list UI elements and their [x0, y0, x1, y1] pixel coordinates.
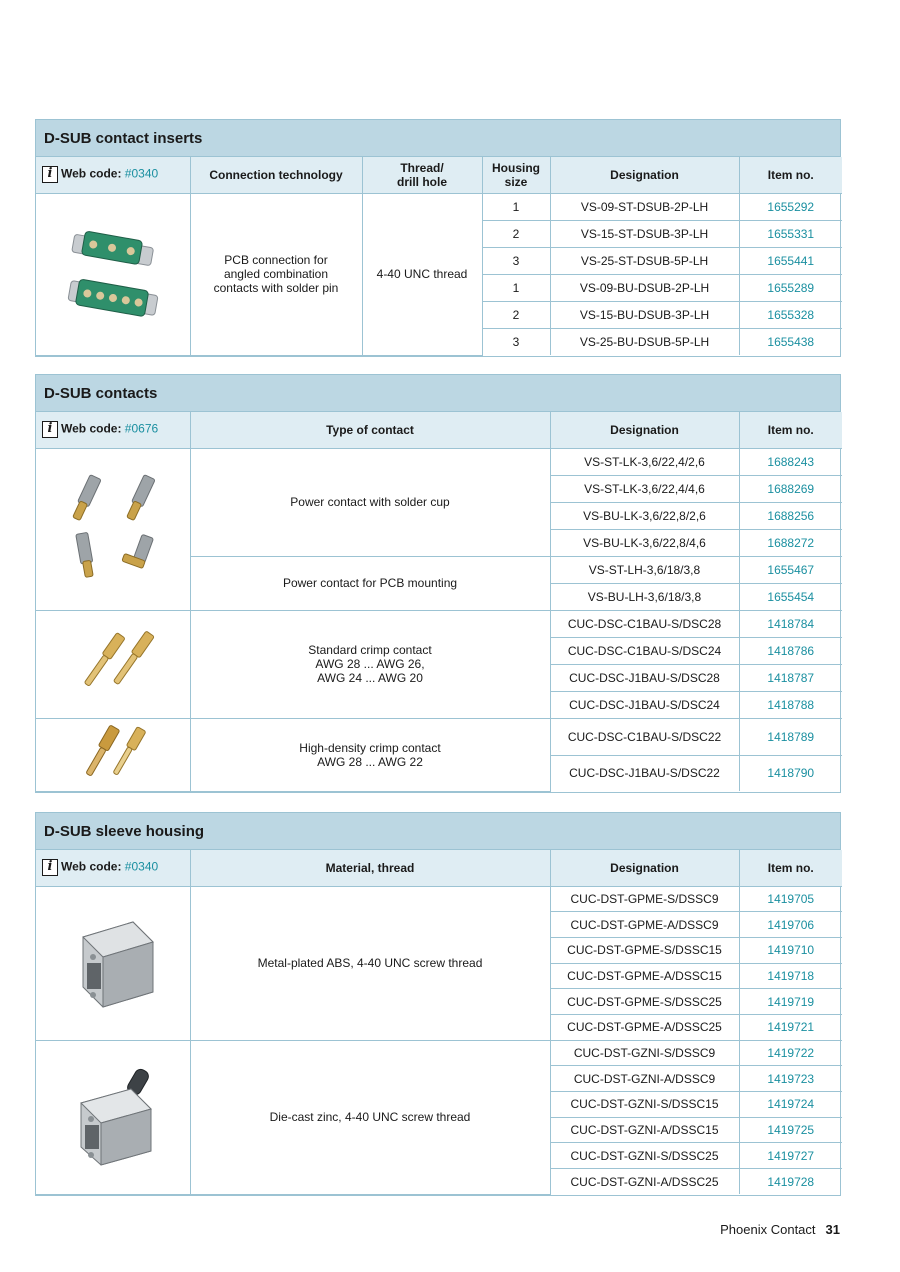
contact-type: Power contact for PCB mounting: [190, 556, 550, 610]
designation: CUC-DST-GPME-S/DSSC15: [550, 937, 739, 963]
item-no-link[interactable]: 1655328: [739, 301, 842, 328]
col-material-thread: Material, thread: [190, 850, 550, 886]
designation: VS-15-ST-DSUB-3P-LH: [550, 220, 739, 247]
product-image-abs-housing: [36, 886, 190, 1040]
housing-size: 1: [482, 274, 550, 301]
designation: VS-BU-LK-3,6/22,8/4,6: [550, 529, 739, 556]
item-no-link[interactable]: 1688243: [739, 448, 842, 475]
contact-type: Standard crimp contact AWG 28 ... AWG 26, AWG 24 ... AWG 20: [190, 610, 550, 718]
item-no-link[interactable]: 1418786: [739, 637, 842, 664]
dsub-insert-image: [43, 203, 183, 343]
web-code-link[interactable]: #0676: [124, 421, 159, 436]
product-image-zinc-housing: [36, 1040, 190, 1194]
web-code-cell: [36, 850, 190, 886]
designation: VS-ST-LK-3,6/22,4/2,6: [550, 448, 739, 475]
item-no-link[interactable]: 1688256: [739, 502, 842, 529]
item-no-link[interactable]: 1655454: [739, 583, 842, 610]
col-type-of-contact: Type of contact: [190, 412, 550, 448]
section-title: D-SUB contact inserts: [36, 120, 840, 157]
page-footer: [720, 1222, 840, 1237]
section-title: D-SUB sleeve housing: [36, 813, 840, 850]
designation: CUC-DSC-J1BAU-S/DSC22: [550, 755, 739, 791]
col-item-no: Item no.: [739, 412, 842, 448]
web-code-cell: [36, 157, 190, 193]
item-no-link[interactable]: 1688272: [739, 529, 842, 556]
abs-housing-image: [53, 897, 173, 1027]
designation: VS-BU-LK-3,6/22,8/2,6: [550, 502, 739, 529]
designation: CUC-DST-GZNI-A/DSSC25: [550, 1169, 739, 1195]
hd-crimp-image: [53, 720, 173, 786]
item-no-link[interactable]: 1655438: [739, 328, 842, 355]
col-designation: Designation: [550, 157, 739, 193]
web-code-label: Web code:: [61, 859, 122, 874]
col-designation: Designation: [550, 850, 739, 886]
contacts-table: [36, 412, 842, 792]
col-thread: Thread/ drill hole: [362, 157, 482, 193]
designation: VS-BU-LH-3,6/18/3,8: [550, 583, 739, 610]
product-image-standard-crimp: [36, 610, 190, 718]
product-image-power-contacts: [36, 448, 190, 610]
designation: CUC-DST-GZNI-S/DSSC15: [550, 1092, 739, 1118]
item-no-link[interactable]: 1419725: [739, 1117, 842, 1143]
designation: VS-25-ST-DSUB-5P-LH: [550, 247, 739, 274]
web-code-label: Web code:: [61, 421, 122, 436]
footer-brand: Phoenix Contact: [720, 1222, 816, 1237]
col-designation: Designation: [550, 412, 739, 448]
item-no-link[interactable]: 1419722: [739, 1040, 842, 1066]
designation: CUC-DST-GZNI-A/DSSC9: [550, 1066, 739, 1092]
item-no-link[interactable]: 1418789: [739, 718, 842, 755]
contact-type: High-density crimp contact AWG 28 ... AWG 22: [190, 718, 550, 791]
item-no-link[interactable]: 1419705: [739, 886, 842, 912]
housing-size: 2: [482, 301, 550, 328]
section-contacts: [35, 374, 841, 793]
page-number: 31: [825, 1222, 840, 1237]
designation: CUC-DST-GPME-A/DSSC9: [550, 912, 739, 938]
designation: CUC-DST-GPME-A/DSSC25: [550, 1014, 739, 1040]
item-no-link[interactable]: 1419723: [739, 1066, 842, 1092]
designation: CUC-DSC-J1BAU-S/DSC24: [550, 691, 739, 718]
item-no-link[interactable]: 1655467: [739, 556, 842, 583]
standard-crimp-image: [53, 618, 173, 708]
item-no-link[interactable]: 1419727: [739, 1143, 842, 1169]
housing-size: 2: [482, 220, 550, 247]
item-no-link[interactable]: 1419728: [739, 1169, 842, 1195]
designation: CUC-DST-GZNI-S/DSSC9: [550, 1040, 739, 1066]
info-icon: i: [42, 859, 58, 876]
designation: CUC-DSC-C1BAU-S/DSC24: [550, 637, 739, 664]
designation: VS-ST-LK-3,6/22,4/4,6: [550, 475, 739, 502]
product-image-hd-crimp: [36, 718, 190, 791]
item-no-link[interactable]: 1655441: [739, 247, 842, 274]
section-title: D-SUB contacts: [36, 375, 840, 412]
item-no-link[interactable]: 1655289: [739, 274, 842, 301]
web-code-link[interactable]: #0340: [124, 859, 159, 874]
web-code-cell: [36, 412, 190, 448]
item-no-link[interactable]: 1688269: [739, 475, 842, 502]
item-no-link[interactable]: 1419724: [739, 1092, 842, 1118]
web-code-link[interactable]: #0340: [124, 166, 159, 181]
designation: CUC-DST-GZNI-A/DSSC15: [550, 1117, 739, 1143]
item-no-link[interactable]: 1419706: [739, 912, 842, 938]
col-item-no: Item no.: [739, 157, 842, 193]
item-no-link[interactable]: 1418787: [739, 664, 842, 691]
item-no-link[interactable]: 1418784: [739, 610, 842, 637]
info-icon: i: [42, 166, 58, 183]
designation: VS-ST-LH-3,6/18/3,8: [550, 556, 739, 583]
designation: CUC-DSC-J1BAU-S/DSC28: [550, 664, 739, 691]
web-code-label: Web code:: [61, 166, 122, 181]
product-image-inserts: [36, 193, 190, 355]
connection-technology: PCB connection for angled combination contacts with solder pin: [190, 193, 362, 355]
item-no-link[interactable]: 1419718: [739, 963, 842, 989]
item-no-link[interactable]: 1655292: [739, 193, 842, 220]
section-sleeve-housing: [35, 812, 841, 1196]
material-thread: Die-cast zinc, 4-40 UNC screw thread: [190, 1040, 550, 1194]
housing-size: 3: [482, 328, 550, 355]
housing-size: 1: [482, 193, 550, 220]
col-item-no: Item no.: [739, 850, 842, 886]
designation: VS-09-BU-DSUB-2P-LH: [550, 274, 739, 301]
designation: VS-25-BU-DSUB-5P-LH: [550, 328, 739, 355]
power-contact-image: [48, 453, 178, 603]
item-no-link[interactable]: 1418788: [739, 691, 842, 718]
contact-type: Power contact with solder cup: [190, 448, 550, 556]
item-no-link[interactable]: 1418790: [739, 755, 842, 791]
designation: CUC-DSC-C1BAU-S/DSC28: [550, 610, 739, 637]
designation: CUC-DST-GZNI-S/DSSC25: [550, 1143, 739, 1169]
housing-size: 3: [482, 247, 550, 274]
section-contact-inserts: [35, 119, 841, 357]
thread-drill-hole: 4-40 UNC thread: [362, 193, 482, 355]
col-connection: Connection technology: [190, 157, 362, 193]
info-icon: i: [42, 421, 58, 438]
inserts-table: [36, 157, 842, 356]
designation: CUC-DST-GPME-A/DSSC15: [550, 963, 739, 989]
designation: VS-15-BU-DSUB-3P-LH: [550, 301, 739, 328]
sleeve-table: [36, 850, 842, 1195]
item-no-link[interactable]: 1419719: [739, 989, 842, 1015]
item-no-link[interactable]: 1419710: [739, 937, 842, 963]
col-housing-size: Housing size: [482, 157, 550, 193]
item-no-link[interactable]: 1419721: [739, 1014, 842, 1040]
designation: CUC-DST-GPME-S/DSSC25: [550, 989, 739, 1015]
item-no-link[interactable]: 1655331: [739, 220, 842, 247]
designation: VS-09-ST-DSUB-2P-LH: [550, 193, 739, 220]
zinc-housing-image: [53, 1051, 173, 1181]
designation: CUC-DST-GPME-S/DSSC9: [550, 886, 739, 912]
designation: CUC-DSC-C1BAU-S/DSC22: [550, 718, 739, 755]
material-thread: Metal-plated ABS, 4-40 UNC screw thread: [190, 886, 550, 1040]
